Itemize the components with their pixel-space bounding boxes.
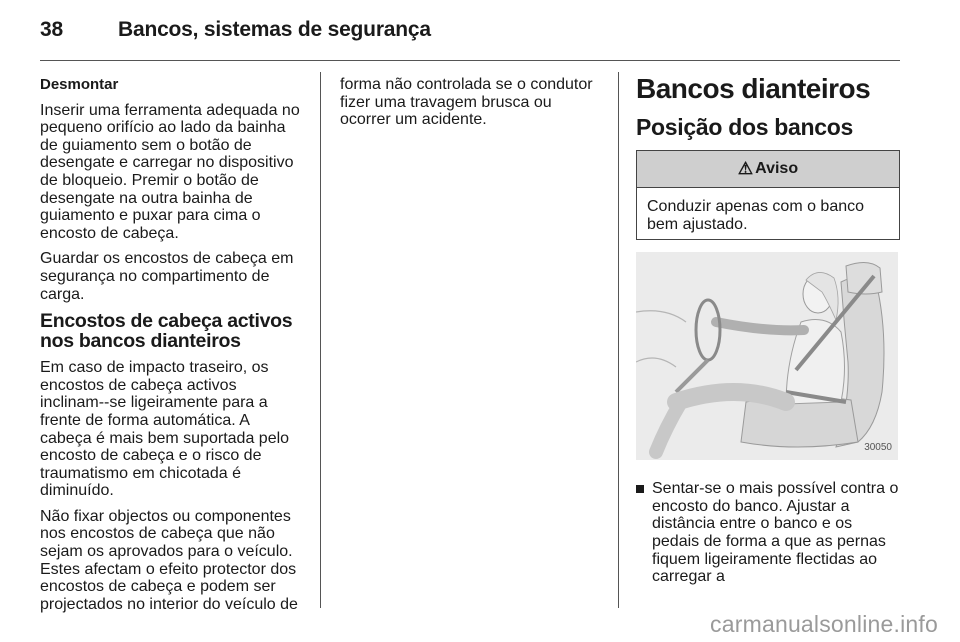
- paragraph: Em caso de impacto traseiro, os encostos de cabeça activos inclinam--se ligeiramente para a frente de forma automática. A cabeça é mais bem suportada pelo encosto de cabeça e o risco de traumatismo em chicotada é diminuído.: [40, 359, 290, 500]
- column-divider-left: [320, 72, 321, 608]
- section-heading-active-headrests: Encostos de cabeça activos nos bancos dianteiros: [40, 310, 293, 353]
- chapter-title: Bancos, sistemas de segurança: [118, 18, 431, 41]
- page-number: 38: [40, 18, 63, 41]
- column-middle: [340, 76, 602, 137]
- section-subtitle-seat-position: Posição dos bancos: [636, 114, 853, 140]
- bullet-text: Sentar-se o mais possível contra o encosto do banco. Ajustar a distância entre o banco e os pedais de forma a que as pernas fiquem ligeiramente flectidas ao carregar a: [652, 480, 899, 586]
- column-left: [40, 76, 302, 621]
- driver-seat-drawing: [636, 252, 898, 460]
- paragraph: Inserir uma ferramenta adequada no pequeno orifício ao lado da bainha de guiamento sem o botão de desengate e carregar no dispositivo de bloqueio. Premir o botão de desengate na outra bainha de guiamento e puxar para cima o encosto de cabeça.: [40, 101, 300, 242]
- paragraph: Guardar os encostos de cabeça em segurança no compartimento de carga.: [40, 250, 294, 303]
- section-title-front-seats: Bancos dianteiros: [636, 73, 871, 104]
- header-rule: [40, 60, 900, 61]
- warning-body: Conduzir apenas com o banco bem ajustado.: [647, 198, 865, 233]
- warning-title: Aviso: [755, 160, 799, 178]
- warning-header: [637, 151, 899, 188]
- page-header: [40, 14, 900, 54]
- watermark: carmanualsonline.info: [710, 611, 938, 637]
- warning-box: [636, 150, 900, 240]
- seat-position-illustration: [636, 252, 898, 460]
- illustration-number: 30050: [864, 441, 892, 453]
- bullet-square-icon: [636, 485, 644, 493]
- bullet-item: [636, 480, 900, 586]
- subheading-desmontar: Desmontar: [40, 76, 119, 93]
- column-right: [636, 74, 900, 586]
- column-divider-right: [618, 72, 619, 608]
- paragraph: Não fixar objectos ou componentes nos encostos de cabeça que não sejam os aprovados para o veículo. Estes afectam o efeito protector dos encostos de cabeça e podem ser projectados no interior do veículo de: [40, 507, 298, 613]
- warning-triangle-icon: ⚠: [737, 159, 754, 179]
- paragraph: forma não controlada se o condutor fizer uma travagem brusca ou ocorrer um acidente.: [340, 76, 593, 129]
